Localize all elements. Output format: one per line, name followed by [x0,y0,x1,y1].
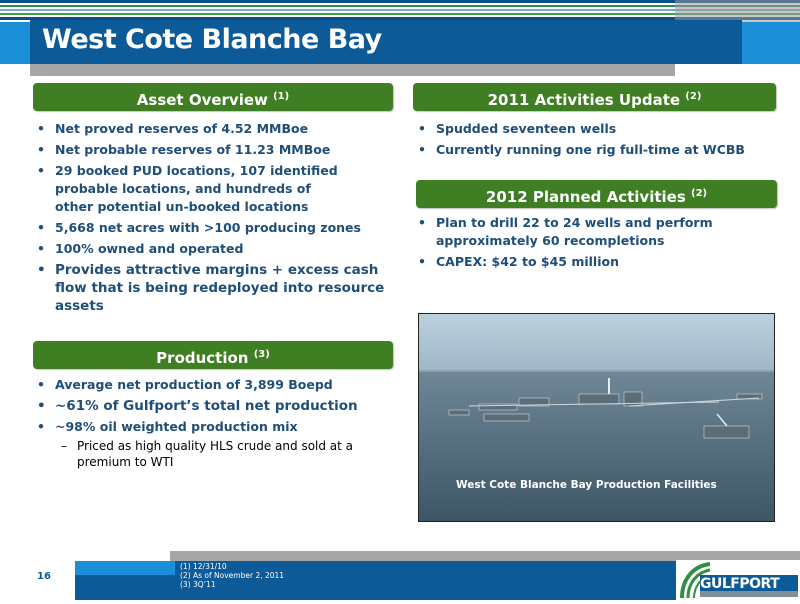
footer-accent [75,561,175,575]
list-item: • Average net production of 3,899 Boepd [33,376,393,394]
list-item: • Provides attractive margins + excess cash flow that is being redeployed into resource assets [33,261,393,315]
footnote: (2) As of November 2, 2011 [180,571,285,580]
footer-accent [108,575,170,600]
slide-title: West Cote Blanche Bay [42,24,382,55]
activities-2012-footnote-ref: (2) [691,188,708,199]
asset-overview-footnote-ref: (1) [273,91,290,102]
activities-2012-header-label: 2012 Planned Activities [485,188,686,206]
activities-2011-header [413,83,776,111]
list-item-text: ~98% oil weighted production mix [55,419,298,434]
list-item: • Net probable reserves of 11.23 MMBoe [33,141,393,159]
footnote: (1) 12/31/10 [180,562,227,571]
photo-caption: West Cote Blanche Bay Production Facilities [456,479,717,491]
footnotes [180,562,284,589]
logo-text: GULFPORT [700,576,780,592]
activities-2011-header-label: 2011 Activities Update [487,91,681,109]
asset-overview-list [33,120,393,318]
production-header [33,341,393,369]
list-item: • 5,668 net acres with >100 producing zones [33,219,393,237]
activities-2011-list [414,120,774,162]
list-item: • Plan to drill 22 to 24 wells and perform approximately 60 recompletions [414,214,754,250]
list-item [33,418,393,470]
asset-overview-header-label: Asset Overview [136,91,268,109]
production-footnote-ref: (3) [253,349,270,360]
list-item: • Currently running one rig full-time at WCBB [414,141,774,159]
production-list [33,376,393,473]
activities-2012-header [416,180,777,208]
activities-2012-list [414,214,754,274]
production-header-label: Production [156,349,249,367]
list-item: • Net proved reserves of 4.52 MMBoe [33,120,393,138]
footnote: (3) 3Q’11 [180,580,216,589]
decorative-block [675,0,800,22]
page-number: 16 [37,571,51,582]
asset-overview-header [33,83,393,111]
list-item: • Spudded seventeen wells [414,120,774,138]
production-sub-list [55,438,393,470]
list-item: • CAPEX: $42 to $45 million [414,253,754,271]
title-shadow [30,64,675,76]
list-item: • ~61% of Gulfport’s total net production [33,397,393,415]
sub-list-item: – Priced as high quality HLS crude and sold at a premium to WTI [55,438,393,470]
activities-2011-footnote-ref: (2) [685,91,702,102]
list-item: • 100% owned and operated [33,240,393,258]
list-item: • 29 booked PUD locations, 107 identified probable locations, and hundreds of other potential un-booked locations [33,162,393,216]
